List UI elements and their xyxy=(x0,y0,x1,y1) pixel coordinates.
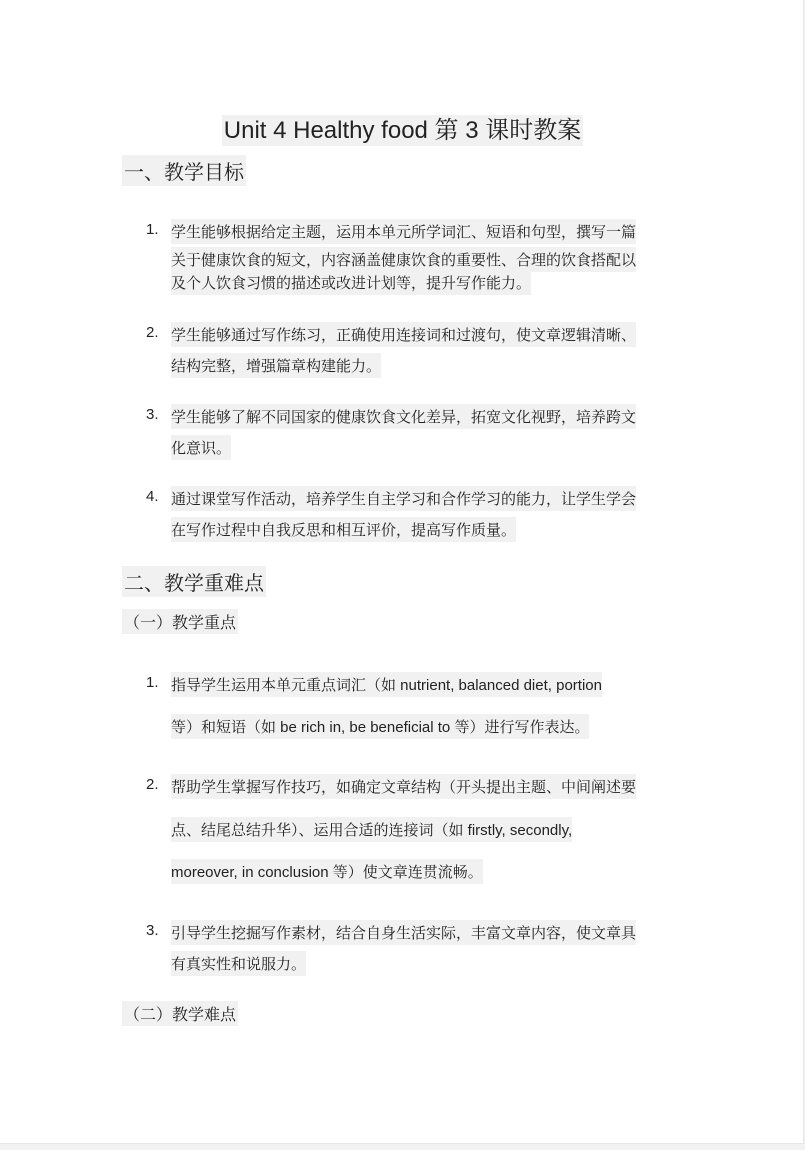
subsection-heading-key-points: （一）教学重点 xyxy=(122,609,238,634)
list-item-line: 指导学生运用本单元重点词汇（如 nutrient, balanced diet, portion xyxy=(171,672,602,697)
list-number: 2. xyxy=(146,324,159,341)
list-item-line: moreover, in conclusion 等）使文章连贯流畅。 xyxy=(171,859,483,884)
section-heading-objectives: 一、教学目标 xyxy=(122,155,246,186)
list-item-line: 通过课堂写作活动，培养学生自主学习和合作学习的能力，让学生学会 xyxy=(171,486,636,511)
list-item-line: 关于健康饮食的短文，内容涵盖健康饮食的重要性、合理的饮食搭配以 xyxy=(171,247,636,272)
list-item-line: 结构完整，增强篇章构建能力。 xyxy=(171,353,381,378)
list-item-line: 帮助学生掌握写作技巧，如确定文章结构（开头提出主题、中间阐述要 xyxy=(171,774,636,799)
list-item-line: 有真实性和说服力。 xyxy=(171,951,306,976)
list-item-line: 学生能够根据给定主题，运用本单元所学词汇、短语和句型，撰写一篇 xyxy=(171,219,636,244)
list-item-line: 点、结尾总结升华）、运用合适的连接词（如 firstly, secondly, xyxy=(171,817,572,842)
list-item-line: 学生能够了解不同国家的健康饮食文化差异，拓宽文化视野，培养跨文 xyxy=(171,404,636,429)
list-item-line: 学生能够通过写作练习，正确使用连接词和过渡句，使文章逻辑清晰、 xyxy=(171,322,636,347)
list-number: 3. xyxy=(146,406,159,423)
list-item-line: 化意识。 xyxy=(171,435,231,460)
list-number: 4. xyxy=(146,488,159,505)
list-number: 3. xyxy=(146,922,159,939)
list-number: 2. xyxy=(146,776,159,793)
document-title: Unit 4 Healthy food 第 3 课时教案 xyxy=(223,117,582,144)
list-item-line: 引导学生挖掘写作素材，结合自身生活实际，丰富文章内容，使文章具 xyxy=(171,920,636,945)
list-item-line: 在写作过程中自我反思和相互评价，提高写作质量。 xyxy=(171,517,516,542)
list-item-line: 等）和短语（如 be rich in, be beneficial to 等）进行写作表达。 xyxy=(171,714,589,739)
section-heading-key-difficult-points: 二、教学重难点 xyxy=(122,566,266,597)
list-number: 1. xyxy=(146,674,159,691)
list-number: 1. xyxy=(146,221,159,238)
subsection-heading-difficult-points: （二）教学难点 xyxy=(122,1001,238,1026)
list-item-line: 及个人饮食习惯的描述或改进计划等，提升写作能力。 xyxy=(171,270,531,295)
